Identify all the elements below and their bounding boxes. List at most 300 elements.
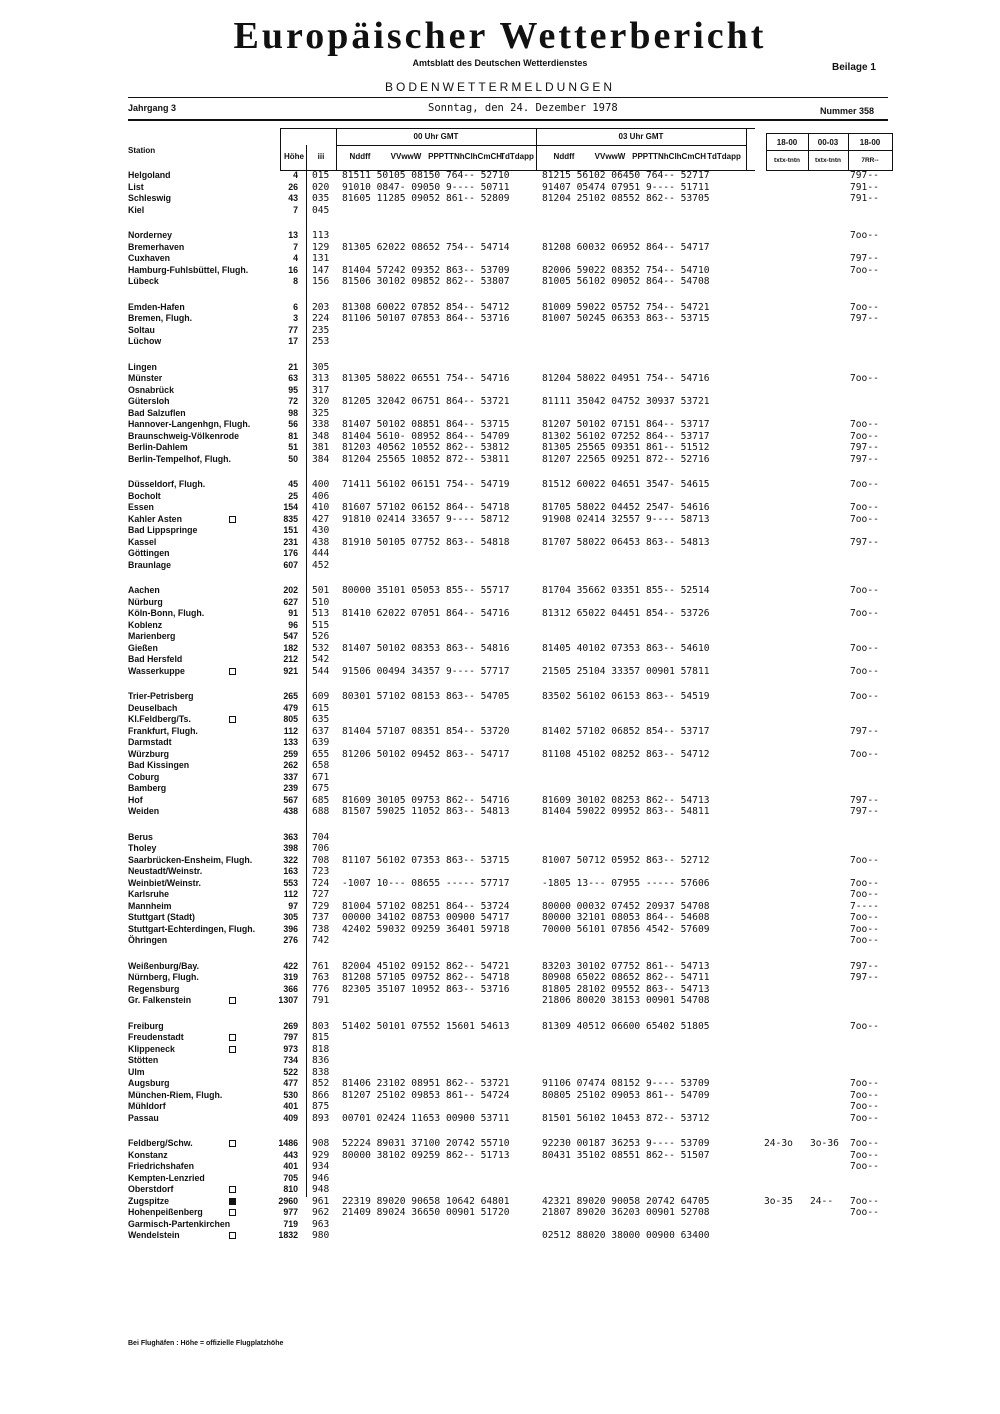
obs-00-row — [312, 491, 538, 503]
station-number: 305 — [312, 361, 330, 373]
obs-00-code: 91010 0847- 09050 9---- 50711 — [342, 181, 510, 193]
station-number: 313 — [312, 373, 330, 384]
station-height: 21 — [288, 361, 298, 372]
group-gap — [542, 677, 752, 691]
extra-1-value — [764, 924, 810, 936]
obs-03-code: 80000 32101 08053 864-- 54608 — [542, 912, 710, 923]
extra-2-value — [810, 1067, 846, 1079]
obs-00-code: 81207 25102 09853 861-- 54724 — [342, 1089, 510, 1101]
extra-2-value — [810, 193, 846, 205]
extra-1-value — [764, 491, 810, 503]
station-name: Braunschweig-Völkenrode — [128, 430, 239, 441]
extra-3-value — [850, 205, 890, 217]
group-gap — [850, 348, 890, 362]
obs-00-code: 81308 60022 07852 854-- 54712 — [342, 301, 510, 313]
station-height: 973 — [283, 1043, 298, 1054]
extra-1-value — [764, 193, 810, 205]
extra-2-value — [810, 901, 846, 913]
station-height: 977 — [283, 1207, 298, 1217]
station-height: 1486 — [278, 1138, 298, 1148]
extra-1-value — [764, 620, 810, 632]
obs-00-row — [312, 806, 538, 818]
station-number: 961 — [312, 1195, 330, 1207]
extra-1-value — [764, 1044, 810, 1056]
station-height: 98 — [288, 407, 298, 418]
obs-03-code: 21807 89020 36203 00901 52708 — [542, 1207, 710, 1218]
obs-03-code — [542, 783, 752, 795]
hdr-extra-mid — [766, 150, 892, 151]
station-name: Gütersloh — [128, 396, 170, 406]
station-height: 72 — [288, 396, 298, 406]
extra-1-value — [764, 749, 810, 761]
group-gap — [850, 1124, 890, 1138]
obs-00-row — [312, 924, 538, 936]
extra-2-value — [810, 373, 846, 385]
extra-3-value: 7oo-- — [850, 430, 879, 442]
obs-03-code — [542, 1101, 752, 1113]
station-height: 269 — [283, 1020, 298, 1031]
obs-03-code: 91908 02414 32557 9---- 58713 — [542, 513, 710, 525]
group-gap — [312, 947, 538, 961]
group-gap — [850, 1007, 890, 1021]
station-height: 7 — [293, 241, 298, 252]
extra-1-value — [764, 795, 810, 807]
extra-3-value — [850, 760, 890, 772]
obs-00-row — [312, 442, 538, 454]
station-number: 235 — [312, 324, 330, 336]
obs-00-row — [312, 302, 538, 314]
obs-00-row — [312, 631, 538, 643]
station-number: 723 — [312, 866, 330, 877]
station-number: 838 — [312, 1066, 330, 1078]
extra-1-value — [764, 714, 810, 726]
station-name: Bad Kissingen — [128, 760, 190, 770]
obs-03-code: 81609 30102 08253 862-- 54713 — [542, 794, 710, 806]
extra-3-value: 7oo-- — [850, 373, 879, 384]
extra-col-1-bottom: txtx-tntn — [774, 157, 800, 164]
station-name: Essen — [128, 502, 154, 512]
obs-00-row — [312, 419, 538, 431]
station-number: 147 — [312, 264, 330, 276]
group-gap — [810, 465, 846, 479]
extra-2-value — [810, 843, 846, 855]
obs-00-row — [312, 961, 538, 973]
obs-03-code: 80908 65022 08652 862-- 54711 — [542, 972, 710, 983]
station-name: Regensburg — [128, 983, 180, 994]
obs-00-row — [312, 772, 538, 784]
obs-00-code: 81410 62022 07051 864-- 54716 — [342, 608, 510, 619]
extra-1-value — [764, 643, 810, 655]
station-height: 477 — [283, 1078, 298, 1088]
station-number: 929 — [312, 1149, 330, 1161]
open-square-icon — [229, 1232, 236, 1239]
extra-3-value: 7oo-- — [850, 419, 879, 430]
extra-3-value — [850, 1032, 890, 1044]
extra-1-value — [764, 182, 810, 194]
extra-3-value — [850, 654, 890, 666]
extra-1-value — [764, 1090, 810, 1102]
obs-00-code: 81404 57107 08351 854-- 53720 — [342, 725, 510, 737]
obs-03-code: 21505 25104 33357 00901 57811 — [542, 665, 710, 677]
obs-00-row — [312, 1150, 538, 1162]
station-number: 708 — [312, 854, 330, 866]
obs-03-code: 80431 35102 08551 862-- 51507 — [542, 1149, 710, 1161]
extra-3-value: 7oo-- — [850, 1078, 879, 1089]
station-height: 262 — [283, 760, 298, 770]
station-number: 203 — [312, 301, 330, 313]
extra-1-value — [764, 654, 810, 666]
extra-3-value: 797-- — [850, 806, 879, 817]
extra-3-value — [850, 1184, 890, 1196]
group-gap — [542, 947, 752, 961]
station-name: Oberstdorf — [128, 1184, 288, 1196]
obs-03-code: 80805 25102 09053 861-- 54709 — [542, 1089, 710, 1101]
extra-1-value — [764, 585, 810, 597]
station-height: 26 — [288, 181, 298, 192]
extra-3-value: 7oo-- — [850, 1138, 879, 1149]
obs-00-row — [312, 479, 538, 491]
station-name: Göttingen — [128, 548, 170, 558]
obs-00-row — [312, 1173, 538, 1185]
obs-00-code: 81404 5610- 08952 864-- 54709 — [342, 430, 510, 442]
extra-1-value — [764, 479, 810, 491]
extra-1-value — [764, 442, 810, 454]
extra-2-value — [810, 585, 846, 597]
station-name: Bremen, Flugh. — [128, 313, 193, 323]
station-number: 836 — [312, 1055, 330, 1066]
obs-00-code: 81507 59025 11052 863-- 54813 — [342, 806, 510, 817]
extra-1-value — [764, 242, 810, 254]
extra-2-value — [810, 396, 846, 408]
obs-03-code: 81108 45102 08252 863-- 54712 — [542, 748, 710, 760]
obs-00-row — [312, 193, 538, 205]
obs-00-code: 22319 89020 90658 10642 64801 — [342, 1195, 510, 1207]
extra-3-value: 7oo-- — [850, 935, 879, 946]
obs-00-row — [312, 620, 538, 632]
obs-00-code: 81204 25565 10852 872-- 53811 — [342, 453, 510, 465]
station-number: 866 — [312, 1089, 330, 1101]
group-gap — [542, 1007, 752, 1021]
station-number: 410 — [312, 502, 330, 513]
obs-03-code — [542, 1173, 752, 1185]
station-height: 797 — [283, 1032, 298, 1042]
obs-00-row — [312, 362, 538, 374]
station-height: 627 — [283, 596, 298, 607]
station-height: 396 — [283, 923, 298, 934]
station-height: 4 — [293, 253, 298, 263]
station-height: 2960 — [278, 1195, 298, 1206]
station-number: 635 — [312, 714, 330, 725]
body-divider — [306, 170, 307, 1197]
station-name: Stuttgart (Stadt) — [128, 912, 195, 922]
extra-3-value: 7oo-- — [850, 608, 879, 619]
obs-03-code: 02512 88020 38000 00900 63400 — [542, 1230, 710, 1241]
obs-00-code: 80301 57102 08153 863-- 54705 — [342, 691, 510, 702]
obs-03-code: 81805 28102 09552 863-- 54713 — [542, 983, 710, 995]
extra-2-value — [810, 313, 846, 325]
extra-3-value — [850, 362, 890, 374]
extra-1-value — [764, 396, 810, 408]
obs-00-row — [312, 749, 538, 761]
station-number: 224 — [312, 313, 330, 324]
station-number: 655 — [312, 748, 330, 760]
col-clouds-00: NhClhCmCH — [454, 152, 502, 161]
extra-2-value — [810, 491, 846, 503]
station-number: 671 — [312, 771, 330, 783]
station-height: 91 — [288, 608, 298, 618]
extra-1-value — [764, 984, 810, 996]
station-number: 452 — [312, 559, 330, 571]
station-name: Weißenburg/Bay. — [128, 960, 200, 971]
station-name: Bocholt — [128, 490, 161, 501]
station-number: 348 — [312, 430, 330, 442]
obs-00-row — [312, 1067, 538, 1079]
obs-00-code: 42402 59032 09259 36401 59718 — [342, 923, 510, 935]
open-square-icon — [229, 1209, 236, 1216]
station-number: 406 — [312, 490, 330, 502]
extra-3-value: 797-- — [850, 536, 879, 548]
obs-00-code: 80000 38102 09259 862-- 51713 — [342, 1149, 510, 1161]
extra-1-value — [764, 325, 810, 337]
hdr-divider — [892, 133, 893, 171]
obs-03-code: 70000 56101 07856 4542- 57609 — [542, 923, 710, 935]
extra-1-value — [764, 901, 810, 913]
group-gap — [542, 465, 752, 479]
extra-2-value — [810, 1150, 846, 1162]
group-gap — [850, 947, 890, 961]
extra-col-2-bottom: txtx-tntn — [815, 157, 841, 164]
extra-2-value — [810, 961, 846, 973]
extra-1-value — [764, 1207, 810, 1219]
extra-3-value: 7oo-- — [850, 502, 879, 513]
extra-3-value — [850, 995, 890, 1007]
col-ppptt-00: PPPTT — [428, 152, 454, 161]
group-gap — [542, 571, 752, 585]
extra-1-value — [764, 866, 810, 878]
extra-2-value — [810, 703, 846, 715]
station-height: 259 — [283, 748, 298, 759]
obs-03-code: 42321 89020 90058 20742 64705 — [542, 1195, 710, 1207]
station-height: 276 — [283, 935, 298, 945]
obs-03-code — [542, 703, 752, 715]
obs-00-row — [312, 691, 538, 703]
station-height: 81 — [288, 430, 298, 441]
extra-1-value — [764, 631, 810, 643]
station-number: 542 — [312, 654, 330, 665]
station-name: Koblenz — [128, 619, 163, 630]
hdr-divider — [746, 128, 747, 170]
extra-2-value — [810, 502, 846, 514]
station-number: 908 — [312, 1138, 330, 1149]
station-height: 337 — [283, 771, 298, 782]
station-number: 688 — [312, 806, 330, 817]
obs-03-code: 82006 59022 08352 754-- 54710 — [542, 264, 710, 276]
station-height: 97 — [288, 900, 298, 911]
section-title: BODENWETTERMELDUNGEN — [384, 80, 615, 94]
station-name: Nürnberg, Flugh. — [128, 972, 199, 982]
obs-00-row — [312, 832, 538, 844]
group-gap — [262, 465, 298, 479]
obs-00-row — [312, 502, 538, 514]
obs-00-row — [312, 666, 538, 678]
hdr-line-mid — [336, 145, 746, 146]
footnote: Bei Flughäfen : Höhe = offizielle Flugplatzhöhe — [128, 1340, 284, 1347]
station-number: 706 — [312, 843, 330, 854]
obs-03-code — [542, 654, 752, 666]
station-number: 444 — [312, 548, 330, 559]
obs-00-row — [312, 1101, 538, 1113]
extra-3-value — [850, 242, 890, 254]
station-height: 401 — [283, 1161, 298, 1171]
extra-3-value — [850, 866, 890, 878]
station-number: 791 — [312, 995, 330, 1006]
obs-00-row — [312, 889, 538, 901]
group-gap — [542, 818, 752, 832]
station-height: 319 — [283, 972, 298, 982]
obs-00-row — [312, 995, 538, 1007]
hdr-divider — [280, 128, 281, 170]
station-name: Weiden — [128, 806, 160, 816]
station-height: 479 — [283, 702, 298, 713]
col-iii: iii — [317, 152, 325, 161]
extra-2-value — [810, 1021, 846, 1033]
obs-03-code — [542, 1184, 752, 1196]
station-name: Hof — [128, 794, 143, 805]
extra-3-value: 797-- — [850, 313, 879, 324]
station-height: 719 — [283, 1218, 298, 1229]
extra-2-value — [810, 1161, 846, 1173]
station-number: 515 — [312, 619, 330, 631]
open-square-icon — [229, 668, 236, 675]
station-height: 553 — [283, 877, 298, 888]
obs-00-code: 51402 50101 07552 15601 54613 — [342, 1020, 510, 1032]
extra-1-value — [764, 1032, 810, 1044]
extra-3-value: 7oo-- — [850, 585, 879, 596]
group-gap — [764, 348, 810, 362]
obs-00-row — [312, 560, 538, 572]
station-name: Norderney — [128, 230, 172, 240]
station-number: 675 — [312, 783, 330, 794]
station-name: Darmstadt — [128, 737, 172, 747]
extra-3-value: 797-- — [850, 442, 879, 453]
extra-2-value — [810, 454, 846, 466]
obs-00-row — [312, 1113, 538, 1125]
issue-date: Sonntag, den 24. Dezember 1978 — [428, 102, 618, 114]
station-number: 045 — [312, 204, 330, 216]
obs-03-code — [542, 1219, 752, 1231]
station-name: Cuxhaven — [128, 253, 171, 263]
extra-1-value — [764, 1184, 810, 1196]
obs-03-code: 81009 59022 05752 754-- 54721 — [542, 301, 710, 313]
extra-1-value — [764, 1021, 810, 1033]
col-ppptt-03: PPPTT — [632, 152, 658, 161]
station-name: Saarbrücken-Ensheim, Flugh. — [128, 854, 253, 865]
group-gap — [764, 465, 810, 479]
station-height: 522 — [283, 1066, 298, 1077]
open-square-icon — [229, 1046, 236, 1053]
obs-03-code — [542, 1055, 752, 1067]
extra-2-value — [810, 525, 846, 537]
extra-2-value — [810, 1184, 846, 1196]
extra-2-value — [810, 972, 846, 984]
extra-2-value — [810, 1044, 846, 1056]
extra-3-value — [850, 597, 890, 609]
obs-03-code: 81007 50245 06353 863-- 53715 — [542, 313, 710, 324]
obs-00-row — [312, 714, 538, 726]
station-height: 239 — [283, 783, 298, 793]
group-gap — [262, 1007, 298, 1021]
col-hoehe: Höhe — [284, 152, 304, 161]
open-square-icon — [229, 716, 236, 723]
station-number: 963 — [312, 1218, 330, 1230]
obs-03-code — [542, 385, 752, 397]
station-number: 427 — [312, 513, 330, 525]
extra-3-value: 791-- — [850, 193, 879, 204]
station-number: 338 — [312, 419, 330, 430]
obs-00-row — [312, 1219, 538, 1231]
obs-00-row — [312, 608, 538, 620]
group-gap — [542, 1124, 752, 1138]
obs-00-row — [312, 1044, 538, 1056]
extra-3-value — [850, 703, 890, 715]
obs-03-code — [542, 832, 752, 844]
obs-00-code: 00701 02424 11653 00900 53711 — [342, 1112, 510, 1124]
extra-2-value — [810, 832, 846, 844]
extra-3-value — [850, 631, 890, 643]
extra-2-value — [810, 1173, 846, 1185]
station-number: 501 — [312, 585, 330, 596]
obs-00-row — [312, 855, 538, 867]
extra-3-value — [850, 276, 890, 288]
open-square-icon — [229, 1034, 236, 1041]
obs-00-row — [312, 336, 538, 348]
group-gap — [850, 465, 890, 479]
obs-00-row — [312, 537, 538, 549]
extra-3-value: 797-- — [850, 725, 879, 737]
obs-00-code: 71411 56102 06151 754-- 54719 — [342, 479, 510, 490]
obs-00-row — [312, 1032, 538, 1044]
extra-2-value — [810, 1219, 846, 1231]
station-height: 182 — [283, 642, 298, 653]
group-gap — [764, 1124, 810, 1138]
group-gap — [810, 818, 846, 832]
obs-00-row — [312, 230, 538, 242]
obs-00-code: 81305 58022 06551 754-- 54716 — [342, 373, 510, 384]
extra-2-value — [810, 230, 846, 242]
station-height: 112 — [283, 725, 298, 736]
extra-1-value — [764, 419, 810, 431]
station-name: Freiburg — [128, 1020, 164, 1031]
station-number: 113 — [312, 230, 330, 241]
group-gap — [810, 1124, 846, 1138]
extra-3-value — [850, 396, 890, 408]
station-number: 727 — [312, 889, 330, 900]
station-height: 56 — [288, 419, 298, 429]
extra-1-value — [764, 935, 810, 947]
station-height: 607 — [283, 559, 298, 570]
obs-00-row — [312, 1021, 538, 1033]
extra-1-value — [764, 1067, 810, 1079]
station-height: 438 — [283, 806, 298, 816]
obs-03-code: 81204 25102 08552 862-- 53705 — [542, 193, 710, 204]
extra-1-value — [764, 1101, 810, 1113]
extra-2-value — [810, 479, 846, 491]
station-number: 384 — [312, 453, 330, 465]
obs-03-code: 81312 65022 04451 854-- 53726 — [542, 608, 710, 619]
obs-00-row — [312, 984, 538, 996]
extra-3-value: 7oo-- — [850, 1020, 879, 1032]
extra-2-value — [810, 608, 846, 620]
